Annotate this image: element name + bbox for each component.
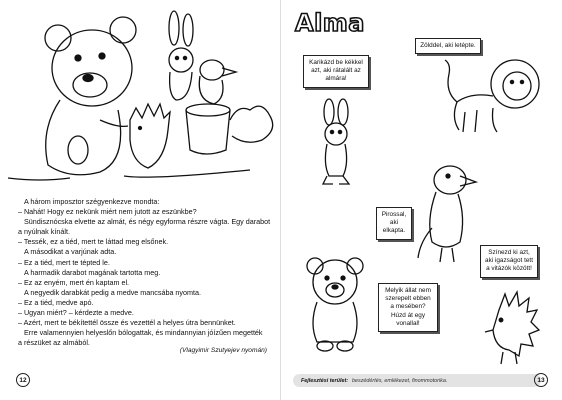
task-box-rabbit: Karikázd be kékkel azt, aki rátalált az almára!: [303, 55, 369, 88]
story-line: – Nahát! Hogy ez nekünk miért nem jutott az eszünkbe?: [18, 207, 197, 217]
story-line: A harmadik darabot magának tartotta meg.: [24, 267, 161, 277]
task-box-crow: Színezd ki azt, aki igazságot tett a vitázók között!: [480, 245, 538, 278]
story-line: a részüket az almából.: [18, 338, 90, 348]
page-title: Alma: [295, 9, 366, 37]
story-text: [18, 197, 276, 348]
footer-bar: [293, 374, 541, 387]
task-box-hedgehog: Pirossal, aki elkapta.: [376, 207, 412, 240]
page-number-right: 13: [534, 373, 548, 387]
author-credit: (Vlagyimir Szutyejev nyomán): [179, 347, 267, 354]
story-line: – Ugyan miért? – kérdezte a medve.: [18, 308, 134, 318]
story-line: Sündisznócska elvette az almát, és négy egyforma részre vágta. Egy darabot: [24, 217, 271, 227]
story-line: – Ez a tiéd, mert te tépted le.: [18, 257, 110, 267]
story-line: A három imposztor szégyenkezve mondta:: [24, 197, 160, 206]
story-line: – Ez az enyém, mert én kaptam el.: [18, 277, 130, 287]
footer-text: beszédértés, emlékezet, finommotorika.: [352, 377, 448, 384]
story-line: – Ez a tiéd, medve apó.: [18, 297, 94, 307]
rabbit-illustration[interactable]: [315, 98, 359, 188]
crow-illustration[interactable]: [416, 158, 480, 270]
story-line: A másodikat a varjúnak adta.: [24, 247, 117, 257]
hedgehog-illustration[interactable]: [479, 290, 541, 368]
right-page: [281, 0, 562, 400]
story-illustration: [0, 0, 281, 190]
lion-illustration[interactable]: [441, 48, 551, 140]
story-line: – Azért, mert te békítettél össze és vezettél a helyes útra bennünket.: [18, 318, 236, 328]
story-line: – Tessék, ez a tiéd, mert te láttad meg elsőnek.: [18, 237, 169, 247]
story-line: a nyúlnak kínált.: [18, 227, 70, 237]
task-box-lion: Zölddel, aki letépte.: [415, 38, 481, 54]
footer-label: Fejlesztési terület:: [301, 377, 349, 384]
story-line: A negyedik darabkát pedig a medve mancsába nyomta.: [24, 287, 202, 297]
task-box-bear: Melyik állat nem szerepelt ebben a mesében? Húzd át egy vonallal!: [378, 283, 438, 332]
bear-illustration[interactable]: [303, 254, 369, 354]
story-line: Erre valamennyien helyeslőn bólogattak, és mindannyian jóízűen megették: [24, 328, 263, 338]
page-number-left: 12: [16, 373, 30, 387]
